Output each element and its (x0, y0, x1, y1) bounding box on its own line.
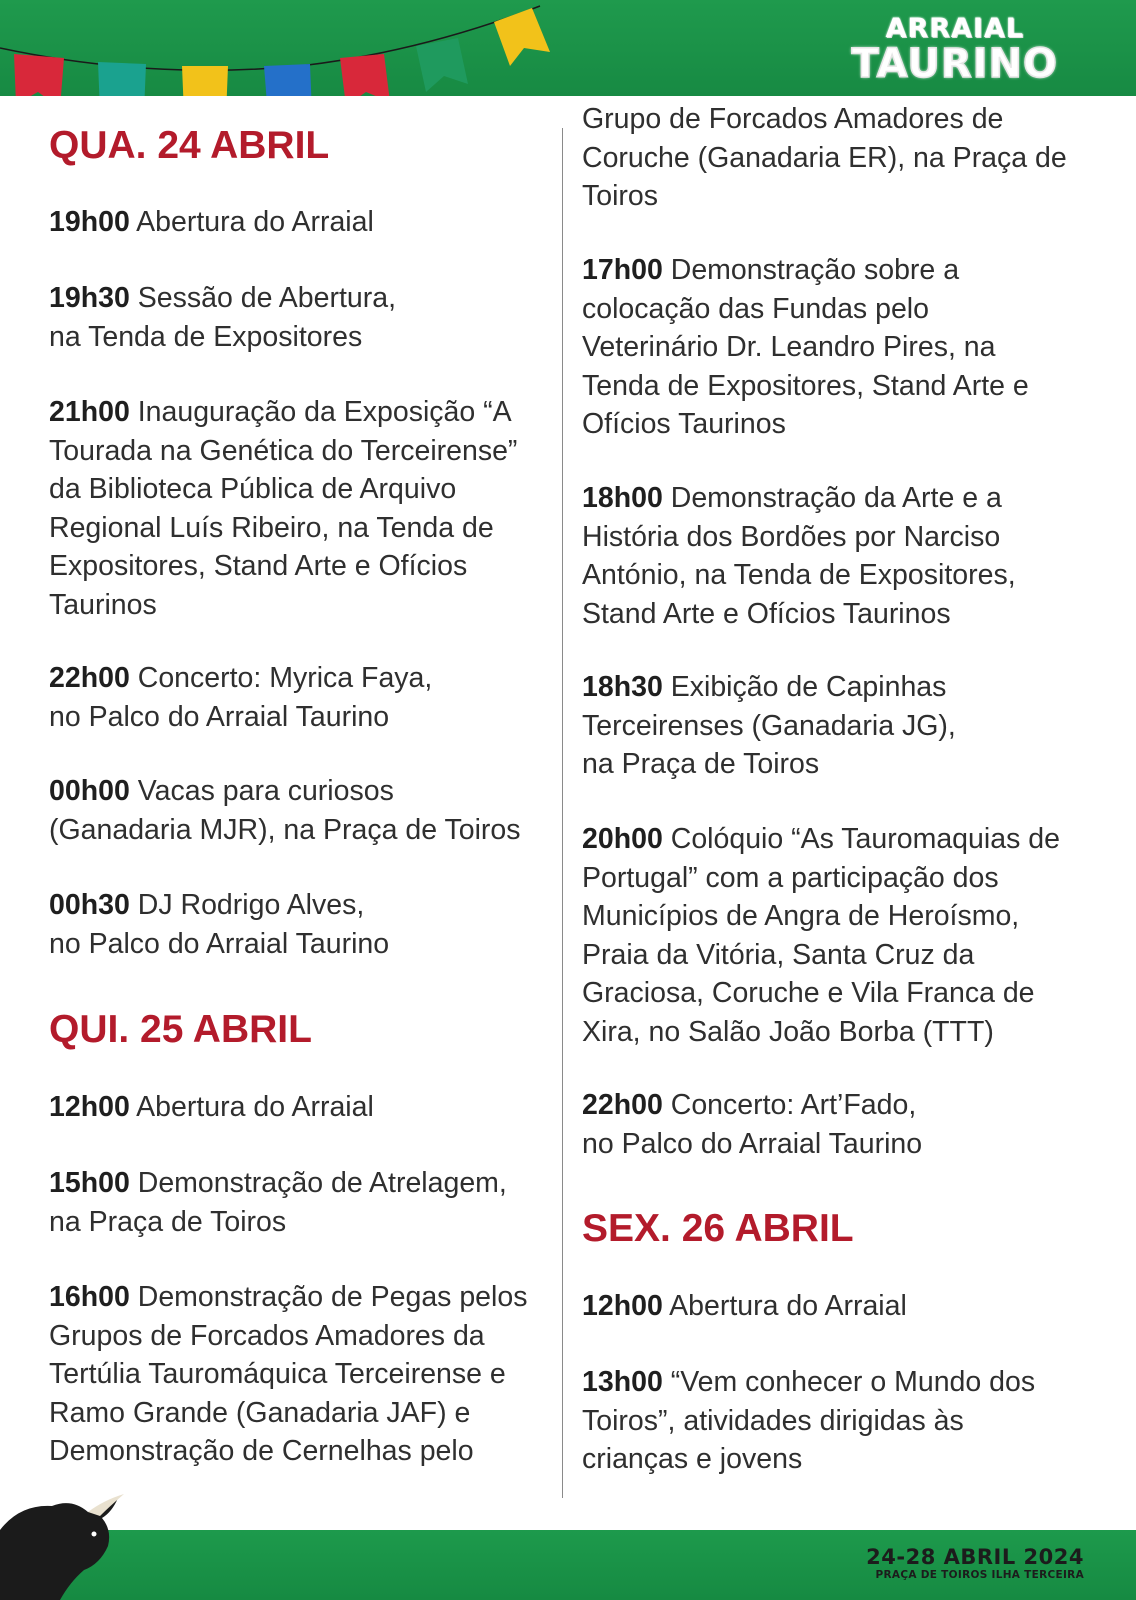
entry-text: Tourada na Genética do Terceirense” (49, 434, 518, 467)
entry-text: Veterinário Dr. Leandro Pires, na (582, 331, 996, 364)
entry-text: Concerto: Myrica Faya, (137, 662, 433, 694)
day-heading-sex-26: SEX. 26 ABRIL (582, 1207, 854, 1250)
entry-text: Demonstração de Atrelagem, (137, 1167, 507, 1199)
entry-time: 22h00 (49, 662, 130, 694)
entry-time: 00h00 (49, 775, 130, 807)
entry-text: Stand Arte e Ofícios Taurinos (582, 597, 951, 630)
entry-text: Grupos de Forcados Amadores da (49, 1319, 485, 1352)
logo-line1: ARRAIAL (885, 13, 1024, 44)
dates-main: 24-28 ABRIL 2024 (866, 1545, 1084, 1569)
day-heading-qui-25: QUI. 25 ABRIL (49, 1008, 312, 1051)
entry-text: Graciosa, Coruche e Vila Franca de (582, 977, 1035, 1010)
schedule-entry (582, 1363, 1035, 1479)
entry-text: Demonstração de Cernelhas pelo (49, 1435, 474, 1468)
entry-text: Tertúlia Tauromáquica Terceirense e (49, 1358, 506, 1391)
entry-text: António, na Tenda de Expositores, (582, 559, 1016, 592)
entry-time: 19h30 (49, 282, 130, 314)
entry-text: no Palco do Arraial Taurino (582, 1127, 923, 1160)
entry-text: Toiros”, atividades dirigidas às (582, 1404, 964, 1437)
flag-blue (264, 64, 312, 96)
entry-text: Praia da Vitória, Santa Cruz da (582, 938, 975, 971)
entry-text: (Ganadaria MJR), na Praça de Toiros (49, 813, 521, 846)
flag-teal (98, 62, 146, 96)
entry-text: no Palco do Arraial Taurino (49, 927, 390, 960)
entry-time: 18h00 (582, 482, 663, 514)
schedule-entry-continuation (582, 100, 1067, 216)
entry-time: 13h00 (582, 1366, 663, 1398)
entry-text: Terceirenses (Ganadaria JG), (582, 709, 956, 742)
entry-text: Colóquio “As Tauromaquias de (670, 823, 1060, 855)
entry-time: 21h00 (49, 396, 130, 428)
flag-red (14, 54, 64, 96)
flag-yellow-2 (494, 8, 550, 66)
entry-time: 20h00 (582, 823, 663, 855)
entry-time: 19h00 (49, 206, 130, 238)
entry-text: Vacas para curiosos (137, 775, 394, 807)
schedule-entry (49, 203, 374, 242)
flag-green (416, 38, 468, 92)
entry-text: Municípios de Angra de Heroísmo, (582, 900, 1020, 933)
entry-text: Abertura do Arraial (136, 1091, 374, 1123)
arraial-taurino-logo (851, 13, 1058, 87)
entry-text: Demonstração de Pegas pelos (137, 1281, 528, 1313)
entry-time: 17h00 (582, 254, 663, 286)
entry-time: 00h30 (49, 889, 130, 921)
schedule-entry (49, 659, 432, 736)
schedule-entry (49, 1088, 374, 1127)
entry-text: Taurinos (49, 588, 157, 621)
entry-text: Toiros (582, 180, 659, 213)
bunting-flags-icon (0, 0, 600, 96)
entry-text: Demonstração sobre a (670, 254, 960, 286)
entry-time: 15h00 (49, 1167, 130, 1199)
schedule-entry (49, 1278, 527, 1471)
entry-text: “Vem conhecer o Mundo dos (670, 1366, 1036, 1398)
entry-text: Expositores, Stand Arte e Ofícios (49, 550, 468, 583)
bull-silhouette-icon (0, 1490, 150, 1600)
entry-text: Abertura do Arraial (669, 1290, 907, 1322)
column-divider (562, 128, 563, 1498)
schedule-entry (582, 1287, 907, 1326)
entry-time: 12h00 (49, 1091, 130, 1123)
entry-text: na Praça de Toiros (582, 748, 820, 781)
flag-yellow (182, 66, 228, 96)
entry-text: Exibição de Capinhas (670, 671, 947, 703)
entry-text: Portugal” com a participação dos (582, 861, 999, 894)
schedule-entry (582, 1086, 922, 1163)
entry-text: Xira, no Salão João Borba (TTT) (582, 1015, 994, 1048)
schedule-entry (582, 668, 956, 784)
entry-text: Ramo Grande (Ganadaria JAF) e (49, 1396, 471, 1429)
venue-text: PRAÇA DE TOIROS ILHA TERCEIRA (875, 1569, 1084, 1581)
schedule-entry (49, 393, 517, 625)
entry-text: na Praça de Toiros (49, 1205, 287, 1238)
day-heading-qua-24: QUA. 24 ABRIL (49, 124, 330, 167)
flag-red-2 (340, 54, 390, 96)
schedule-entry (582, 820, 1060, 1052)
event-dates (866, 1545, 1084, 1582)
entry-text: Grupo de Forcados Amadores de (582, 103, 1004, 135)
entry-text: no Palco do Arraial Taurino (49, 700, 390, 733)
entry-time: 12h00 (582, 1290, 663, 1322)
entry-text: Abertura do Arraial (136, 206, 374, 238)
entry-text: Tenda de Expositores, Stand Arte e (582, 369, 1029, 402)
schedule-entry (49, 279, 396, 356)
entry-text: DJ Rodrigo Alves, (137, 889, 365, 921)
entry-text: colocação das Fundas pelo (582, 292, 929, 325)
schedule-entry (49, 772, 521, 849)
entry-text: Regional Luís Ribeiro, na Tenda de (49, 511, 494, 544)
entry-time: 22h00 (582, 1089, 663, 1121)
entry-text: Concerto: Art’Fado, (670, 1089, 917, 1121)
entry-time: 18h30 (582, 671, 663, 703)
entry-text: Coruche (Ganadaria ER), na Praça de (582, 141, 1067, 174)
schedule-entry (49, 1164, 507, 1241)
logo-line2: TAURINO (851, 41, 1058, 87)
entry-text: Demonstração da Arte e a (670, 482, 1002, 514)
entry-text: História dos Bordões por Narciso (582, 520, 1001, 553)
entry-text: na Tenda de Expositores (49, 320, 363, 353)
entry-text: Ofícios Taurinos (582, 408, 786, 441)
header-band (0, 0, 1136, 96)
schedule-entry (582, 251, 1029, 444)
schedule-entry (49, 886, 389, 963)
entry-text: Inauguração da Exposição “A (137, 396, 512, 428)
entry-text: da Biblioteca Pública de Arquivo (49, 473, 457, 506)
entry-time: 16h00 (49, 1281, 130, 1313)
schedule-entry (582, 479, 1016, 633)
entry-text: Sessão de Abertura, (137, 282, 396, 314)
entry-text: crianças e jovens (582, 1443, 803, 1476)
